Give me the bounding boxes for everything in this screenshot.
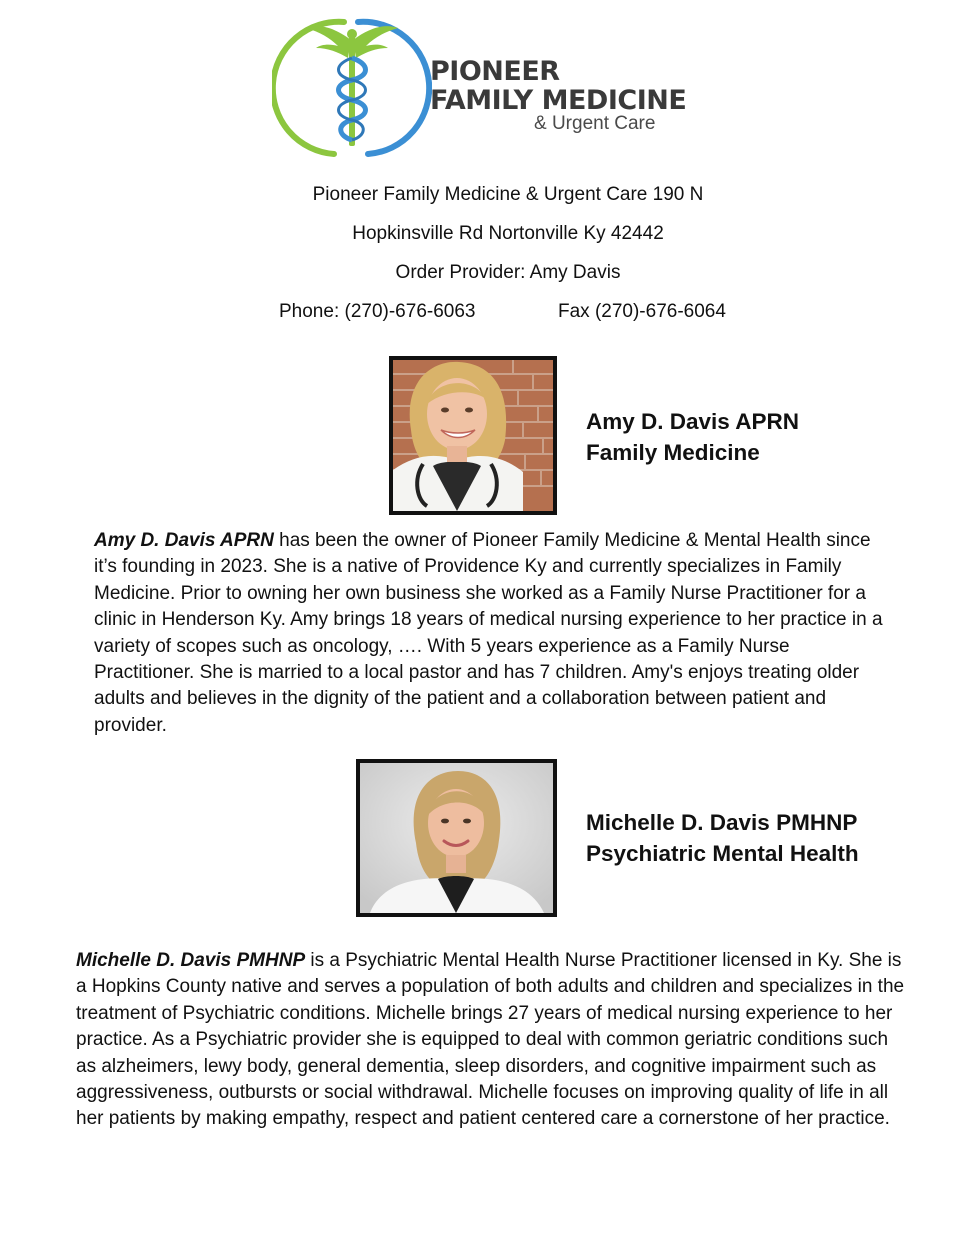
address-line-2: Hopkinsville Rd Nortonville Ky 42442	[352, 223, 664, 244]
logo-title-line2: FAMILY MEDICINE	[430, 85, 687, 116]
address-line-1: Pioneer Family Medicine & Urgent Care 190 N	[312, 184, 704, 205]
amy-davis-bio-text: has been the owner of Pioneer Family Medicine & Mental Health since it’s founding in 2023. She is a native of Providence Ky and currently specializes in Family Medicine. Prior to owning her own business she worked as a Family Nurse Practitioner for a clinic in Henderson Ky. Amy brings 18 years of medical nursing experience to her practice in a variety of scopes such as oncology, …. With 5 years experience as a Family Nurse Practitioner. She is married to a local pastor and has 7 children. Amy's enjoys treating older adults and believes in the dignity of the patient and a collaboration between patient and provider.	[94, 530, 883, 736]
amy-davis-bio	[94, 528, 894, 739]
michelle-davis-bio	[76, 948, 906, 1133]
practice-logo	[272, 18, 692, 160]
amy-davis-name: Amy D. Davis APRN	[586, 409, 799, 434]
amy-davis-photo	[389, 356, 557, 515]
caduceus-logo-icon	[272, 18, 432, 160]
michelle-davis-bio-lead: Michelle D. Davis PMHNP	[76, 950, 306, 971]
logo-subtitle: & Urgent Care	[534, 113, 656, 134]
amy-davis-bio-lead: Amy D. Davis APRN	[94, 530, 274, 551]
michelle-davis-bio-text: is a Psychiatric Mental Health Nurse Practitioner licensed in Ky. She is a Hopkins County native and serves a population of both adults and children and specializes in the treatment of Psychiatric conditions. Michelle brings 27 years of medical nursing experience to her practice. As a Psychiatric provider she is equipped to deal with common geriatric conditions such as alzheimers, lewy body, general dementia, sleep disorders, and cognitive impairment such as aggressiveness, outbursts or social withdrawal. Michelle focuses on improving quality of life in all her patients by making empathy, respect and patient centered care a cornerstone of her practice.	[76, 950, 905, 1130]
michelle-davis-photo	[356, 759, 557, 917]
amy-davis-specialty: Family Medicine	[586, 440, 760, 465]
michelle-davis-name: Michelle D. Davis PMHNP	[586, 810, 858, 835]
michelle-davis-specialty: Psychiatric Mental Health	[586, 841, 859, 866]
logo-title-line1: PIONEER	[430, 56, 560, 87]
fax-number: Fax (270)-676-6064	[558, 301, 726, 322]
phone-number: Phone: (270)-676-6063	[279, 301, 476, 322]
order-provider: Order Provider: Amy Davis	[395, 262, 621, 283]
